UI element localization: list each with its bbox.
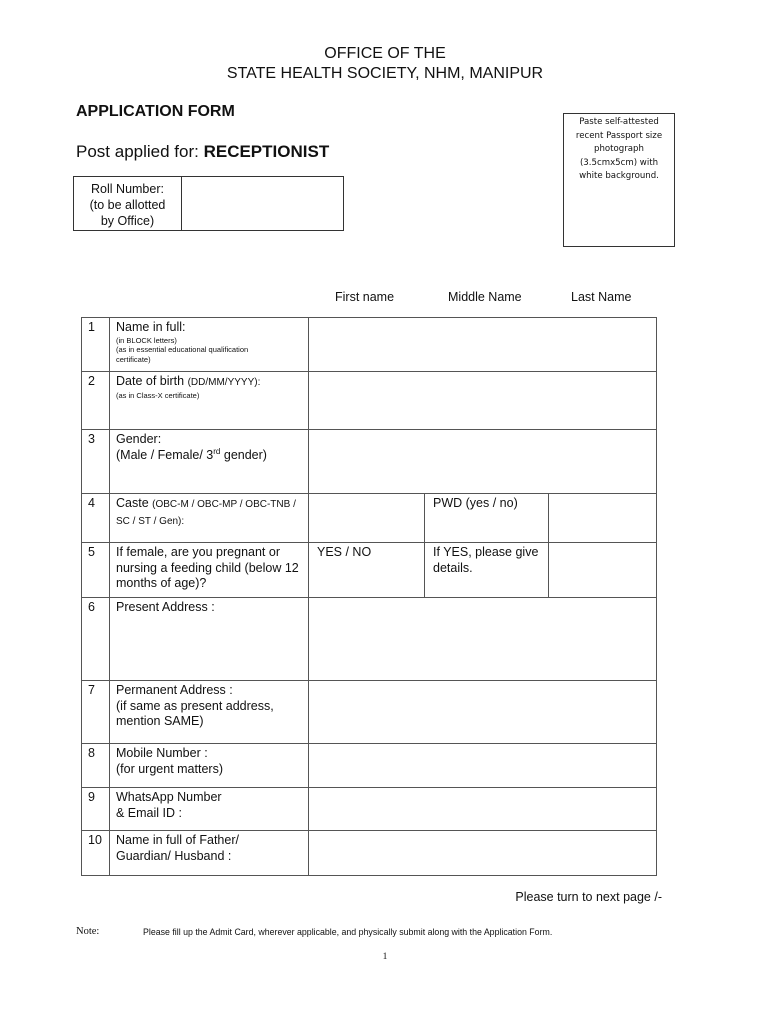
table-row <box>82 744 657 788</box>
pregnancy-question: If female, are you pregnant or nursing a feeding child (below 12 months of age)? <box>110 543 309 598</box>
photo-instruction-line: photograph <box>594 144 644 154</box>
office-heading-line1: OFFICE OF THE <box>324 45 446 62</box>
label-line: & Email ID : <box>116 805 182 820</box>
pregnancy-yes-no[interactable]: YES / NO <box>309 543 425 598</box>
table-row <box>82 788 657 831</box>
name-label-cell <box>110 318 309 372</box>
label-line: (for urgent matters) <box>116 761 223 776</box>
note-label: Note: <box>76 926 100 937</box>
middle-name-heading: Middle Name <box>448 290 522 304</box>
name-hint: (in BLOCK letters) <box>116 335 177 345</box>
table-row <box>82 598 657 681</box>
photo-instruction-line: (3.5cmx5cm) with <box>579 157 659 168</box>
gender-options-sup: rd <box>213 446 221 456</box>
row-number: 10 <box>82 831 110 876</box>
roll-label-line: by Office) <box>100 214 155 228</box>
present-address-field[interactable] <box>309 598 657 681</box>
first-name-heading: First name <box>335 290 395 304</box>
photo-instruction-line: Paste self-attested <box>579 117 659 127</box>
roll-number-label <box>74 177 182 230</box>
label-line: Permanent Address : <box>116 683 233 697</box>
roll-number-box <box>73 176 344 231</box>
caste-options: (OBC-M / OBC-MP / OBC-TNB / SC / ST / Gen): <box>116 499 296 527</box>
gender-label: Gender: <box>116 432 162 446</box>
gender-options <box>116 448 303 464</box>
name-label: Name in full: <box>116 320 186 334</box>
dob-label <box>116 374 303 391</box>
roll-label-line: (to be allotted <box>89 198 166 212</box>
row-number: 5 <box>82 543 110 598</box>
label-line: mention SAME) <box>116 714 204 728</box>
dob-label-cell <box>110 372 309 430</box>
photo-instruction-line: white background. <box>579 171 659 181</box>
table-row <box>82 430 657 494</box>
dob-hint: (as in Class-X certificate) <box>116 390 200 400</box>
mobile-number-field[interactable] <box>309 744 657 788</box>
roll-label-line: Roll Number: <box>91 182 164 196</box>
permanent-address-label <box>110 681 309 744</box>
office-heading-line2: STATE HEALTH SOCIETY, NHM, MANIPUR <box>226 65 544 82</box>
pwd-label: PWD (yes / no) <box>425 494 549 543</box>
name-hint: certificate) <box>116 354 151 364</box>
gender-field[interactable] <box>309 430 657 494</box>
roll-number-field[interactable] <box>182 177 343 230</box>
dob-label-text: Date of birth <box>116 374 188 388</box>
row-number: 2 <box>82 372 110 430</box>
caste-label: Caste <box>116 496 153 510</box>
note-text: Please fill up the Admit Card, wherever applicable, and physically submit along with the Application Form. <box>143 927 553 937</box>
dob-format: (DD/MM/YYYY): <box>187 377 261 388</box>
table-row <box>82 372 657 430</box>
row-number: 6 <box>82 598 110 681</box>
permanent-address-field[interactable] <box>309 681 657 744</box>
table-row <box>82 543 657 598</box>
caste-field[interactable] <box>309 494 425 543</box>
gender-options-text: (Male / Female/ 3 <box>116 447 214 462</box>
label-line: WhatsApp Number <box>116 790 222 804</box>
application-table <box>81 317 657 876</box>
name-hint: (as in essential educational qualification <box>116 345 249 354</box>
gender-label-cell <box>110 430 309 494</box>
row-number: 8 <box>82 744 110 788</box>
page-number: 1 <box>382 952 388 962</box>
dob-field[interactable] <box>309 372 657 430</box>
mobile-number-label <box>110 744 309 788</box>
label-line: Mobile Number : <box>116 746 208 760</box>
turn-page-note: Please turn to next page /- <box>515 890 662 904</box>
whatsapp-email-label <box>110 788 309 831</box>
row-number: 4 <box>82 494 110 543</box>
photo-instruction-line: recent Passport size <box>575 130 663 141</box>
post-value: RECEPTIONIST <box>203 142 330 161</box>
last-name-heading: Last Name <box>571 290 632 304</box>
form-title: APPLICATION FORM <box>76 103 235 120</box>
post-label: Post applied for: <box>76 142 204 161</box>
row-number: 3 <box>82 430 110 494</box>
whatsapp-email-field[interactable] <box>309 788 657 831</box>
label-line: (if same as present address, <box>116 698 274 713</box>
guardian-name-field[interactable] <box>309 831 657 876</box>
table-row <box>82 831 657 876</box>
label-line: Guardian/ Husband : <box>116 848 232 863</box>
row-number: 7 <box>82 681 110 744</box>
caste-label-cell <box>110 494 309 543</box>
post-applied <box>76 142 329 162</box>
table-row <box>82 494 657 543</box>
present-address-label: Present Address : <box>110 598 309 681</box>
full-name-field[interactable] <box>309 318 657 372</box>
guardian-name-label <box>110 831 309 876</box>
pwd-field[interactable] <box>549 494 657 543</box>
table-row <box>82 681 657 744</box>
pregnancy-details-field[interactable] <box>549 543 657 598</box>
gender-options-suffix: gender) <box>220 447 267 462</box>
photo-box[interactable] <box>563 113 675 247</box>
label-line: Name in full of Father/ <box>116 833 239 847</box>
table-row <box>82 318 657 372</box>
row-number: 1 <box>82 318 110 372</box>
pregnancy-details-label: If YES, please give details. <box>425 543 549 598</box>
row-number: 9 <box>82 788 110 831</box>
